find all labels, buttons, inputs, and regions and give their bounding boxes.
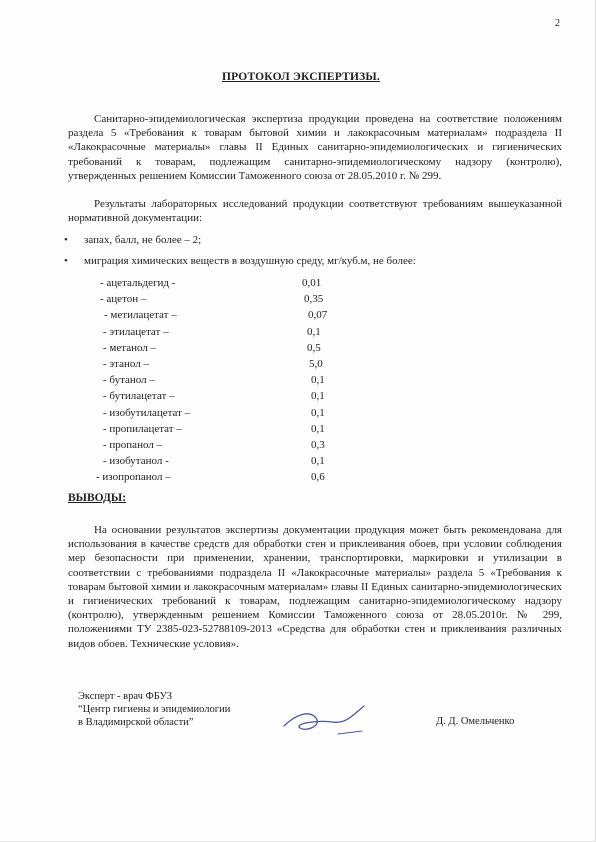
substance-value: 0,1 [311, 455, 325, 468]
substance-value: 0,35 [304, 293, 324, 306]
substance-name: - ацетон – [100, 293, 147, 306]
bullet-icon: • [64, 234, 68, 246]
substance-value: 0,6 [311, 471, 325, 484]
substance-value: 0,01 [302, 277, 322, 289]
substance-name: - бутилацетат – [103, 390, 175, 403]
substance-name: - этанол – [103, 357, 149, 370]
substance-name: - бутанол – [103, 374, 155, 387]
substance-value: 0,1 [311, 374, 325, 387]
substance-value: 0,1 [311, 406, 325, 419]
substance-name: - изопропанол – [96, 471, 171, 484]
substance-value: 5,0 [309, 357, 323, 370]
bullet-text: запах, балл, не более – 2; [84, 234, 202, 246]
protocol-title: ПРОТОКОЛ ЭКСПЕРТИЗЫ. [222, 71, 380, 83]
substance-value: 0,07 [308, 309, 328, 322]
bullet-icon: • [64, 255, 68, 267]
substance-name: - пропилацетат – [103, 422, 182, 435]
substance-name: - этилацетат – [103, 325, 169, 338]
conclusions-heading: ВЫВОДЫ: [68, 492, 127, 504]
substance-value: 0,1 [311, 422, 325, 435]
substance-value: 0,3 [311, 438, 325, 451]
substance-value: 0,1 [307, 325, 321, 338]
bullet-item-odor [64, 234, 201, 246]
paragraph-conclusion: На основании результатов экспертизы документации продукция может быть рекомендована для использования в качестве средств для обработки стен и приклеивания обоев, при условии соблюдения мер безопасности при применении, хранении, транспортировки, маркировки и утилизации в соответствии с требованиями подраздела II «Лакокрасочные материалы» раздела 5 «Требования к товарам бытовой химии и лакокрасочным материалам» главы II Единых санитарно-эпидемиологических и гигиенических требований к товарам, подлежащим санитарно-эпидемиологическому надзору (контролю), утвержденным решением Комиссии Таможенного союза от 28.05.2010г. № 299, положениями ТУ 2385-023-52788109-2013 «Средства для обработки стен и приклеивания различных видов обоев. Технические условия». [68, 524, 562, 650]
signer-name: Д. Д. Омельченко [436, 716, 515, 727]
expert-title: Эксперт - врач ФБУЗ [78, 691, 173, 702]
paragraph-scope: Санитарно-эпидемиологическая экспертиза продукции проведена на соответствие положениям раздела 5 «Требования к товарам бытовой химии и лакокрасочным материалам» подраздела II «Лакокрасочные материалы» главы II Единых санитарно-эпидемиологических и гигиенических требований к товарам, подлежащим санитарно-эпидемиологическому надзору (контролю), утвержденных решением Комиссии Таможенного союза от 28.05.2010 г. № 299. [68, 113, 562, 182]
substance-value: 0,5 [307, 341, 321, 354]
substance-name: - пропанол – [103, 438, 163, 451]
substance-name: - изобутанол - [103, 455, 169, 468]
bullet-item-migration [64, 255, 416, 267]
bullet-text: миграция химических веществ в воздушную среду, мг/куб.м, не более: [84, 255, 416, 267]
handwritten-signature [280, 700, 390, 746]
substance-name: - ацетальдегид - [100, 277, 176, 289]
expert-block [78, 690, 230, 729]
page-number: 2 [555, 18, 560, 29]
substance-name: - метанол – [103, 341, 157, 354]
substance-name: - изобутилацетат – [103, 406, 191, 419]
expert-organization: “Центр гигиены и эпидемиологии [78, 704, 231, 715]
paragraph-results: Результаты лабораторных исследований продукции соответствуют требованиям вышеуказанной нормативной документации: [68, 198, 562, 225]
substance-name: - метилацетат – [104, 309, 177, 322]
substance-value: 0,1 [311, 390, 325, 403]
expert-region: в Владимирской области” [78, 717, 194, 728]
